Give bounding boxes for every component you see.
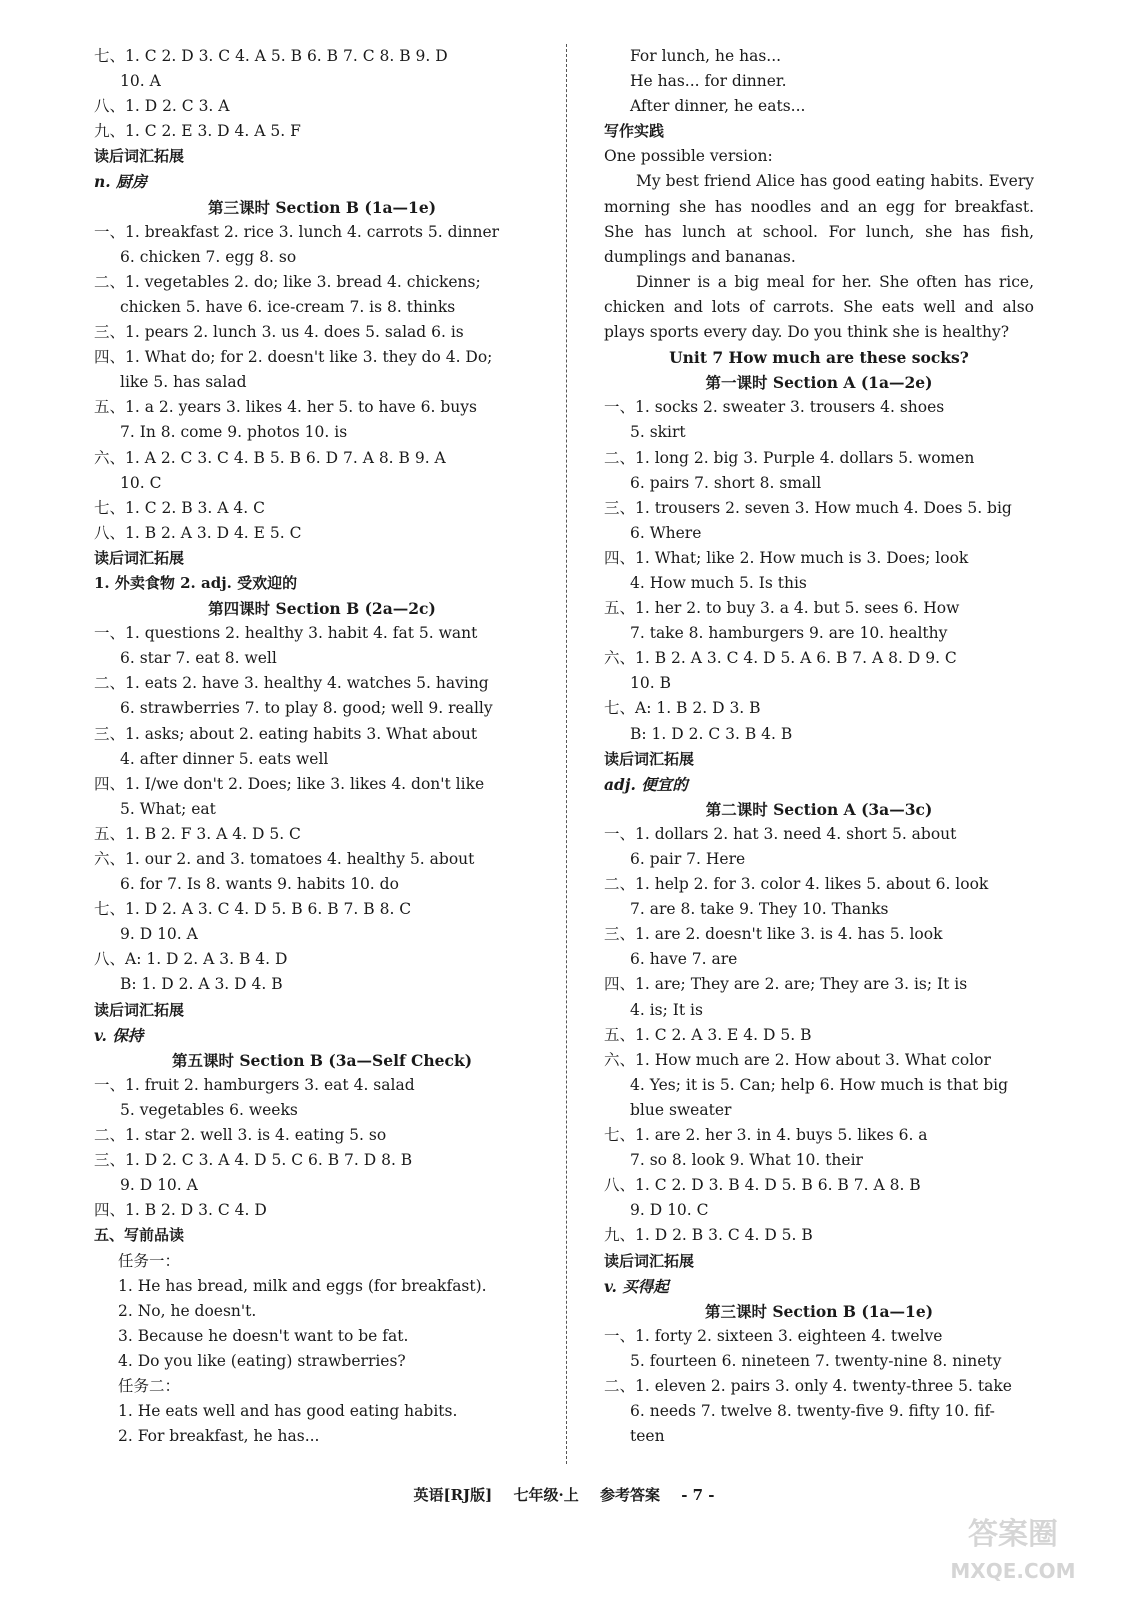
section-heading: 第三课时 Section B (1a—1e) <box>207 197 437 217</box>
answer-line: 4. is; It is <box>630 1000 703 1019</box>
watermark-top-text: 答案圈 <box>968 1517 1058 1552</box>
answer-line: 6. needs 7. twelve 8. twenty-five 9. fifty 10. fif- <box>630 1402 995 1421</box>
answer-line: 10. B <box>630 674 671 693</box>
watermark-text: MXQE.COM <box>950 1559 1076 1583</box>
section-heading: 读后词汇拓展 <box>604 749 695 768</box>
section-heading: 读后词汇拓展 <box>94 147 185 166</box>
answer-line: 五、1. C 2. A 3. E 4. D 5. B <box>604 1025 812 1044</box>
answer-line: 6. star 7. eat 8. well <box>120 649 277 668</box>
answer-line: 四、1. B 2. D 3. C 4. D <box>94 1201 267 1220</box>
answer-line: 3. Because he doesn't want to be fat. <box>118 1326 409 1345</box>
answer-line: 七、A: 1. B 2. D 3. B <box>604 699 761 718</box>
answer-line: 三、1. pears 2. lunch 3. us 4. does 5. salad 6. is <box>94 323 464 342</box>
answer-line: 二、1. eleven 2. pairs 3. only 4. twenty-three 5. take <box>604 1376 1012 1395</box>
answer-line: After dinner, he eats... <box>630 97 806 116</box>
section-heading: 写作实践 <box>604 122 665 141</box>
answer-line: 6. pair 7. Here <box>630 850 746 868</box>
answer-line: 一、1. breakfast 2. rice 3. lunch 4. carrots 5. dinner <box>94 222 500 241</box>
answer-line: 4. Do you like (eating) strawberries? <box>118 1351 406 1370</box>
answer-line: 七、1. C 2. B 3. A 4. C <box>94 498 265 517</box>
page-footer <box>0 1484 1128 1505</box>
answer-line: 八、1. B 2. A 3. D 4. E 5. C <box>94 523 302 542</box>
answer-line: n. 厨房 <box>94 172 148 192</box>
answer-line: One possible version: <box>604 147 773 166</box>
answer-line: 7. so 8. look 9. What 10. their <box>630 1151 863 1170</box>
answer-line: 4. How much 5. Is this <box>630 573 807 592</box>
answer-line: 五、1. a 2. years 3. likes 4. her 5. to have 6. buys <box>94 398 477 417</box>
section-heading: 第五课时 Section B (3a—Self Check) <box>171 1050 473 1070</box>
answer-line: 八、1. C 2. D 3. B 4. D 5. B 6. B 7. A 8. B <box>604 1176 921 1195</box>
answer-line: 二、1. help 2. for 3. color 4. likes 5. about 6. look <box>604 875 989 894</box>
answer-line: 五、1. B 2. F 3. A 4. D 5. C <box>94 824 301 843</box>
answer-line: 三、1. are 2. doesn't like 3. is 4. has 5. look <box>604 925 943 944</box>
footer-subject: 英语[RJ版] <box>413 1486 493 1504</box>
answer-line: 九、1. D 2. B 3. C 4. D 5. B <box>604 1226 813 1245</box>
answer-line: teen <box>630 1427 665 1446</box>
answer-line: v. 买得起 <box>604 1276 669 1296</box>
answer-line: 5. skirt <box>630 423 686 442</box>
right-column <box>604 44 1034 1449</box>
section-heading: 第一课时 Section A (1a—2e) <box>705 373 933 393</box>
answer-line: 6. have 7. are <box>630 950 738 969</box>
answer-line: 二、1. vegetables 2. do; like 3. bread 4. chickens; <box>94 272 481 291</box>
answer-line: 七、1. are 2. her 3. in 4. buys 5. likes 6. a <box>604 1126 928 1145</box>
answer-line: 9. D 10. A <box>120 1176 198 1195</box>
section-heading: 读后词汇拓展 <box>94 1000 185 1019</box>
footer-label: 参考答案 <box>599 1486 660 1504</box>
essay-paragraph: My best friend Alice has good eating habits. Every morning she has noodles and an egg for breakfast. She has lunch at school. For lunch, she has fish, dumplings and bananas. <box>604 172 1034 266</box>
answer-line: 9. D 10. A <box>120 925 198 944</box>
section-heading: 第三课时 Section B (1a—1e) <box>704 1301 934 1321</box>
answer-line: 6. pairs 7. short 8. small <box>630 473 822 492</box>
answer-line: 三、1. asks; about 2. eating habits 3. What about <box>94 724 478 743</box>
answer-line: 八、A: 1. D 2. A 3. B 4. D <box>94 950 288 969</box>
answer-line: 六、1. How much are 2. How about 3. What color <box>604 1050 991 1069</box>
answer-line: 9. D 10. C <box>630 1201 709 1220</box>
answer-line: 五、1. her 2. to buy 3. a 4. but 5. sees 6. How <box>604 599 960 618</box>
section-heading: 五、写前品读 <box>94 1226 185 1245</box>
answer-line: 七、1. D 2. A 3. C 4. D 5. B 6. B 7. B 8. C <box>94 900 412 919</box>
answer-line: B: 1. D 2. A 3. D 4. B <box>120 975 283 994</box>
answer-line: 6. chicken 7. egg 8. so <box>120 247 297 266</box>
section-heading: 读后词汇拓展 <box>604 1251 695 1270</box>
answer-line: For lunch, he has... <box>630 47 782 65</box>
answer-line: 一、1. dollars 2. hat 3. need 4. short 5. about <box>604 824 957 843</box>
answer-line: 四、1. I/we don't 2. Does; like 3. likes 4. don't like <box>94 774 485 793</box>
answer-line: 任务一： <box>118 1251 181 1270</box>
answer-line: 4. Yes; it is 5. Can; help 6. How much is that big <box>630 1075 1009 1094</box>
section-heading: 第四课时 Section B (2a—2c) <box>208 599 436 619</box>
writing-sample <box>604 169 1034 345</box>
answer-line: 2. For breakfast, he has... <box>118 1427 320 1446</box>
answer-line: 5. What; eat <box>120 799 216 818</box>
answer-line: 一、1. forty 2. sixteen 3. eighteen 4. twelve <box>604 1326 943 1345</box>
answer-line: like 5. has salad <box>120 373 247 392</box>
answer-line: 5. fourteen 6. nineteen 7. twenty-nine 8. ninety <box>630 1351 1002 1370</box>
answer-line: 5. vegetables 6. weeks <box>120 1100 298 1119</box>
answer-line: 三、1. D 2. C 3. A 4. D 5. C 6. B 7. D 8. B <box>94 1151 413 1170</box>
answer-line: 六、1. A 2. C 3. C 4. B 5. B 6. D 7. A 8. B 9. A <box>94 448 446 467</box>
answer-line: 一、1. fruit 2. hamburgers 3. eat 4. salad <box>94 1075 415 1094</box>
answer-line: 九、1. C 2. E 3. D 4. A 5. F <box>94 122 301 141</box>
answer-line: 六、1. our 2. and 3. tomatoes 4. healthy 5. about <box>94 850 475 868</box>
answer-line: 二、1. star 2. well 3. is 4. eating 5. so <box>94 1126 387 1145</box>
section-heading: 第二课时 Section A (3a—3c) <box>705 799 933 819</box>
footer-grade: 七年级·上 <box>513 1486 579 1504</box>
answer-line: 四、1. What do; for 2. doesn't like 3. they do 4. Do; <box>94 348 493 367</box>
essay-paragraph: Dinner is a big meal for her. She often has rice, chicken and lots of carrots. She eats well and also plays sports every day. Do you think she is healthy? <box>604 272 1034 342</box>
answer-line: 四、1. What; like 2. How much is 3. Does; look <box>604 548 969 567</box>
answer-line: 6. for 7. Is 8. wants 9. habits 10. do <box>120 875 399 894</box>
right-column-bottom <box>604 345 1034 1449</box>
answer-line: B: 1. D 2. C 3. B 4. B <box>630 724 793 743</box>
answer-line: 7. In 8. come 9. photos 10. is <box>120 423 348 442</box>
answer-line: 三、1. trousers 2. seven 3. How much 4. Does 5. big <box>604 498 1012 517</box>
answer-line: 任务二： <box>118 1376 181 1395</box>
answer-line: 6. strawberries 7. to play 8. good; well 9. really <box>120 699 493 718</box>
answer-line: 10. A <box>120 72 161 91</box>
answer-line: 6. Where <box>630 523 702 542</box>
answer-line: 7. are 8. take 9. They 10. Thanks <box>630 900 889 919</box>
answer-line: 四、1. are; They are 2. are; They are 3. is; It is <box>604 975 968 994</box>
answer-line: 4. after dinner 5. eats well <box>120 749 329 768</box>
answer-line: chicken 5. have 6. ice-cream 7. is 8. thinks <box>120 297 456 316</box>
answer-line: 一、1. questions 2. healthy 3. habit 4. fat 5. want <box>94 624 478 643</box>
answer-line: 六、1. B 2. A 3. C 4. D 5. A 6. B 7. A 8. D 9. C <box>604 649 957 668</box>
section-heading: Unit 7 How much are these socks? <box>669 348 969 368</box>
answer-line: 二、1. long 2. big 3. Purple 4. dollars 5. women <box>604 448 975 467</box>
section-heading: 1. 外卖食物 2. adj. 受欢迎的 <box>94 573 298 592</box>
right-column-top <box>604 44 1034 169</box>
answer-line: 二、1. eats 2. have 3. healthy 4. watches 5. having <box>94 674 489 693</box>
answer-line: 2. No, he doesn't. <box>118 1301 257 1320</box>
answer-line: 一、1. socks 2. sweater 3. trousers 4. shoes <box>604 398 945 417</box>
answer-line: 7. take 8. hamburgers 9. are 10. healthy <box>630 624 948 643</box>
answer-line: blue sweater <box>630 1100 732 1119</box>
section-heading: 读后词汇拓展 <box>94 548 185 567</box>
column-divider <box>566 44 567 1464</box>
answer-line: 八、1. D 2. C 3. A <box>94 97 230 116</box>
answer-line: 10. C <box>120 473 162 492</box>
watermark-logo <box>938 1508 1088 1588</box>
answer-line: v. 保持 <box>94 1025 144 1045</box>
answer-line: 七、1. C 2. D 3. C 4. A 5. B 6. B 7. C 8. B 9. D <box>94 47 448 65</box>
answer-line: adj. 便宜的 <box>604 774 688 794</box>
answer-line: 1. He eats well and has good eating habits. <box>118 1402 458 1421</box>
footer-page-number: - 7 - <box>681 1486 715 1504</box>
left-column <box>94 44 550 1449</box>
answer-line: 1. He has bread, milk and eggs (for breakfast). <box>118 1276 487 1295</box>
answer-line: He has... for dinner. <box>630 72 787 91</box>
